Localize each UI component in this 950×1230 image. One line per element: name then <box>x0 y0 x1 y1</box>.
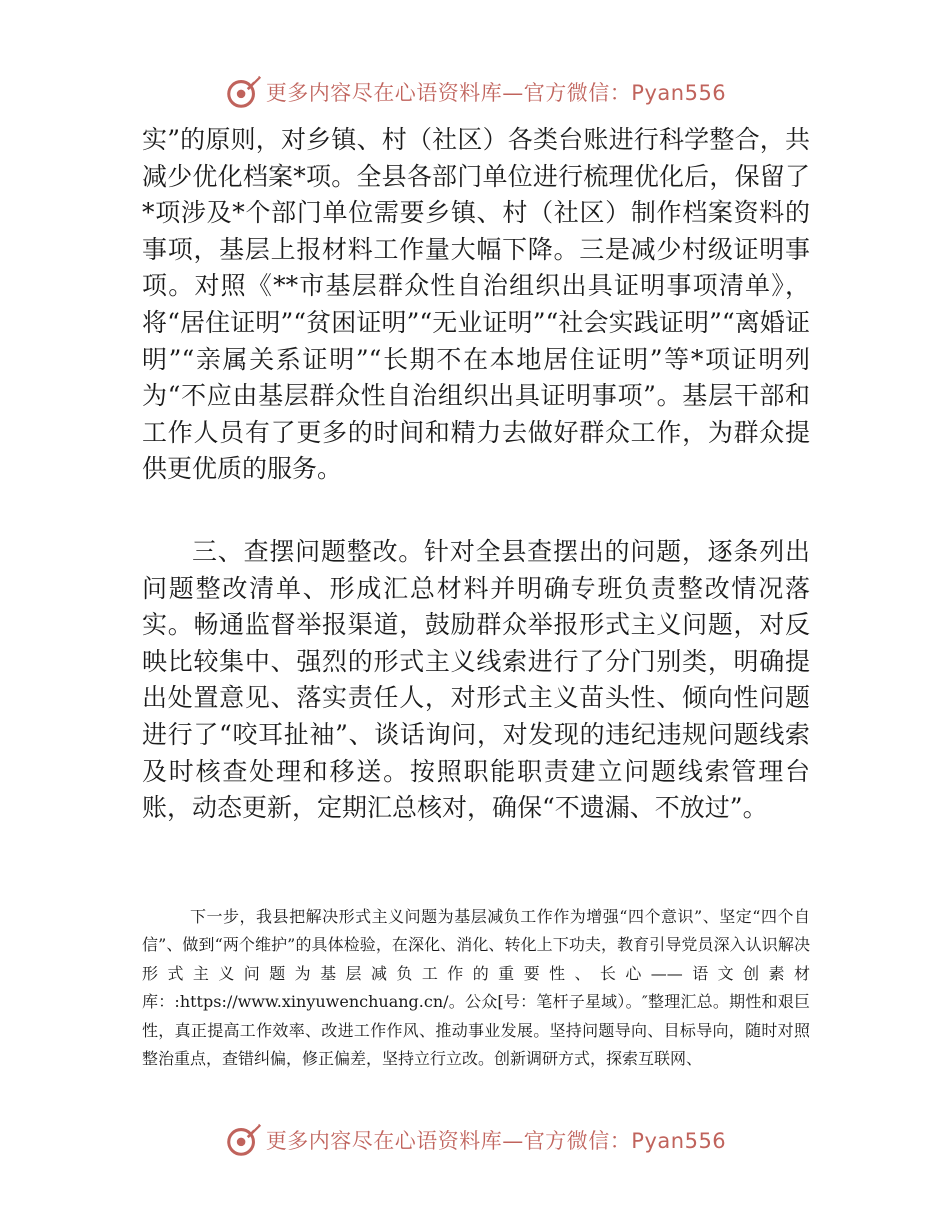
body-paragraph-3: 下一步，我县把解决形式主义问题为基层减负工作作为增强“四个意识”、坚定“四个自信”、做到“两个维护”的具体检验，在深化、消化、转化上下功夫，教育引导党员深入认识解决形式主义问题为基层减负工作的重要性、长心——语文创素材库：:https://www.xinyuwenchuang.cn/。公众[号：笔杆子星域）。″整理汇总。期性和艰巨性，真正提高工作效率、改进工作作风、推动事业发展。坚持问题导向、目标导向，随时对照整治重点，查错纠偏，修正偏差，坚持立行立改。创新调研方式，探索互联网、 <box>142 907 810 1069</box>
pen-logo-icon <box>224 1121 262 1159</box>
body-paragraph-2: 三、查摆问题整改。针对全县查摆出的问题，逐条列出问题整改清单、形成汇总材料并明确专班负责整改情况落实。畅通监督举报渠道，鼓励群众举报形式主义问题，对反映比较集中、强烈的形式主义线索进行了分门别类，明确提出处置意见、落实责任人，对形式主义苗头性、倾向性问题进行了“咬耳扯袖”、谈话询问，对发现的违纪违规问题线索及时核查处理和移送。按照职能职责建立问题线索管理台账，动态更新，定期汇总核对，确保“不遗漏、不放过”。 <box>142 537 810 823</box>
watermark-text-bottom: 更多内容尽在心语资料库—官方微信：Pyan556 <box>265 1129 727 1153</box>
watermark-banner-top <box>0 70 950 114</box>
watermark-text-top: 更多内容尽在心语资料库—官方微信：Pyan556 <box>265 81 727 105</box>
pen-logo-icon <box>224 73 262 111</box>
watermark-banner-bottom <box>0 1118 950 1162</box>
body-paragraph-1: 实”的原则，对乡镇、村（社区）各类台账进行科学整合，共减少优化档案*项。全县各部门单位进行梳理优化后，保留了*项涉及*个部门单位需要乡镇、村（社区）制作档案资料的事项，基层上报材料工作量大幅下降。三是减少村级证明事项。对照《**市基层群众性自治组织出具证明事项清单》，将“居住证明”“贫困证明”“无业证明”“社会实践证明”“离婚证明”“亲属关系证明”“长期不在本地居住证明”等*项证明列为“不应由基层群众性自治组织出具证明事项”。基层干部和工作人员有了更多的时间和精力去做好群众工作，为群众提供更优质的服务。 <box>142 125 810 484</box>
